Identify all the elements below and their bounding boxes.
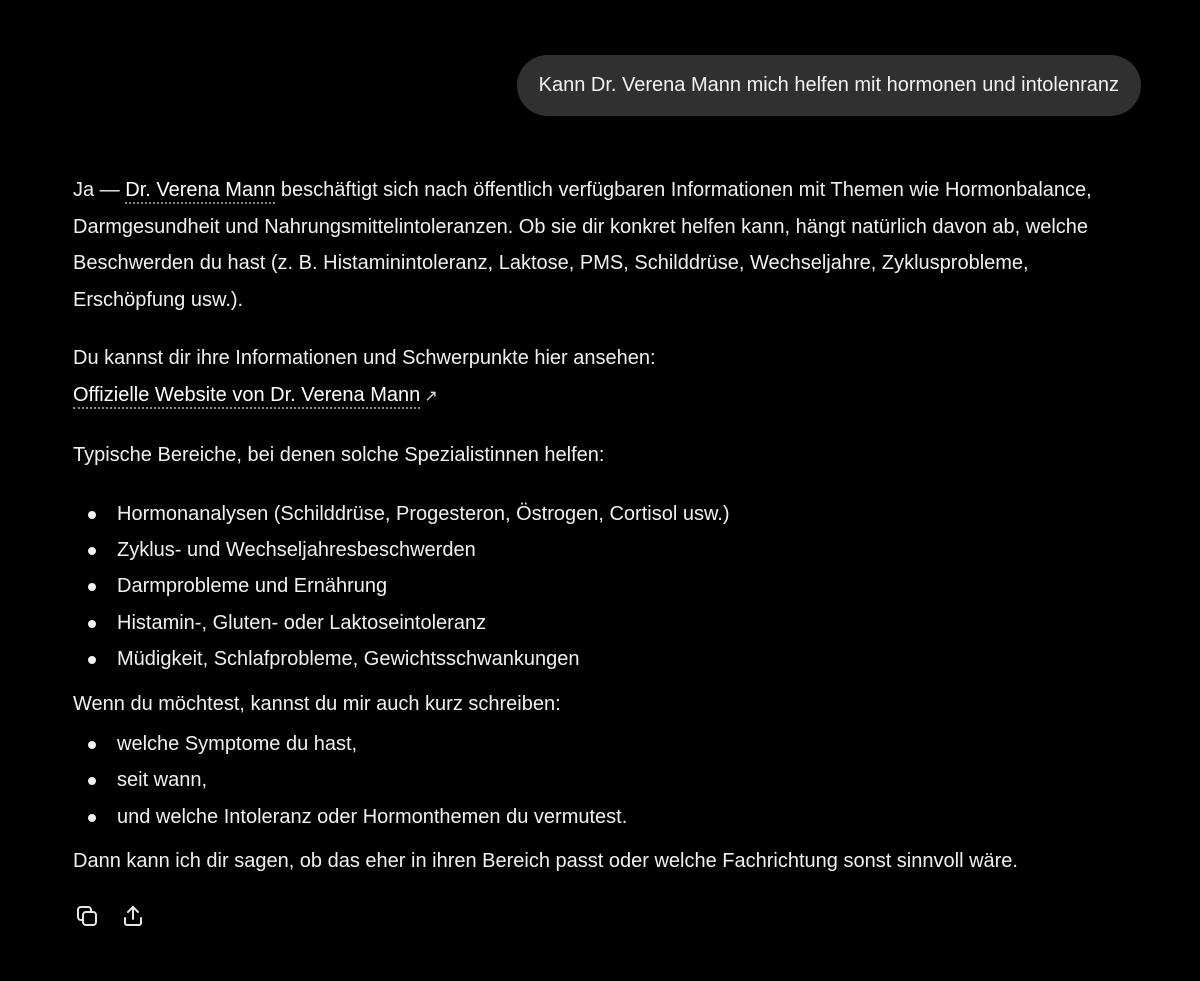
list-item: Darmprobleme und Ernährung <box>73 568 1133 604</box>
list-item: Hormonanalysen (Schilddrüse, Progesteron, Östrogen, Cortisol usw.) <box>73 496 1133 532</box>
list-item: seit wann, <box>73 762 1133 798</box>
intro-suffix: beschäftigt sich nach öffentlich verfügbaren Informationen mit Themen wie Hormonbalance, Darmgesundheit und Nahrungsmittelintoleranzen. Ob sie dir konkret helfen kann, hängt natürlich davon ab, welche Beschwerden du hast (z. B. Histaminintoleranz, Laktose, PMS, Schilddrüse, Wechseljahre, Zyklusprobleme, Erschöpfung usw.). <box>73 179 1092 311</box>
list-item: und welche Intoleranz oder Hormonthemen du vermutest. <box>73 799 1133 835</box>
intro-prefix: Ja — <box>73 179 126 201</box>
copy-icon <box>75 904 99 928</box>
share-icon <box>121 904 145 928</box>
list-item: Zyklus- und Wechseljahresbeschwerden <box>73 532 1133 568</box>
questions-list <box>73 726 1133 835</box>
external-link-icon: ↗ <box>424 387 438 405</box>
list-item: welche Symptome du hast, <box>73 726 1133 762</box>
website-intro-text: Du kannst dir ihre Informationen und Schwerpunkte hier ansehen: <box>73 347 656 369</box>
user-message-bubble <box>517 55 1141 116</box>
list-item: Histamin-, Gluten- oder Laktoseintoleranz <box>73 605 1133 641</box>
list-item: Müdigkeit, Schlafprobleme, Gewichtsschwankungen <box>73 641 1133 677</box>
areas-list <box>73 496 1133 678</box>
message-actions <box>74 903 145 928</box>
answer-paragraph-areas: Typische Bereiche, bei denen solche Spezialistinnen helfen: <box>73 444 605 466</box>
answer-paragraph-website <box>73 340 1133 415</box>
answer-paragraph-ask: Wenn du möchtest, kannst du mir auch kurz schreiben: <box>73 692 561 715</box>
user-message-text: Kann Dr. Verena Mann mich helfen mit hormonen und intolenranz <box>538 74 1119 96</box>
assistant-response <box>73 172 1133 880</box>
share-button[interactable] <box>120 903 145 928</box>
copy-button[interactable] <box>74 903 99 928</box>
answer-paragraph-intro <box>73 172 1133 318</box>
answer-paragraph-closing: Dann kann ich dir sagen, ob das eher in ihren Bereich passt oder welche Fachrichtung sonst sinnvoll wäre. <box>73 850 1018 873</box>
doctor-name-link[interactable]: Dr. Verena Mann <box>125 179 275 204</box>
official-website-link[interactable]: Offizielle Website von Dr. Verena Mann <box>73 384 420 409</box>
